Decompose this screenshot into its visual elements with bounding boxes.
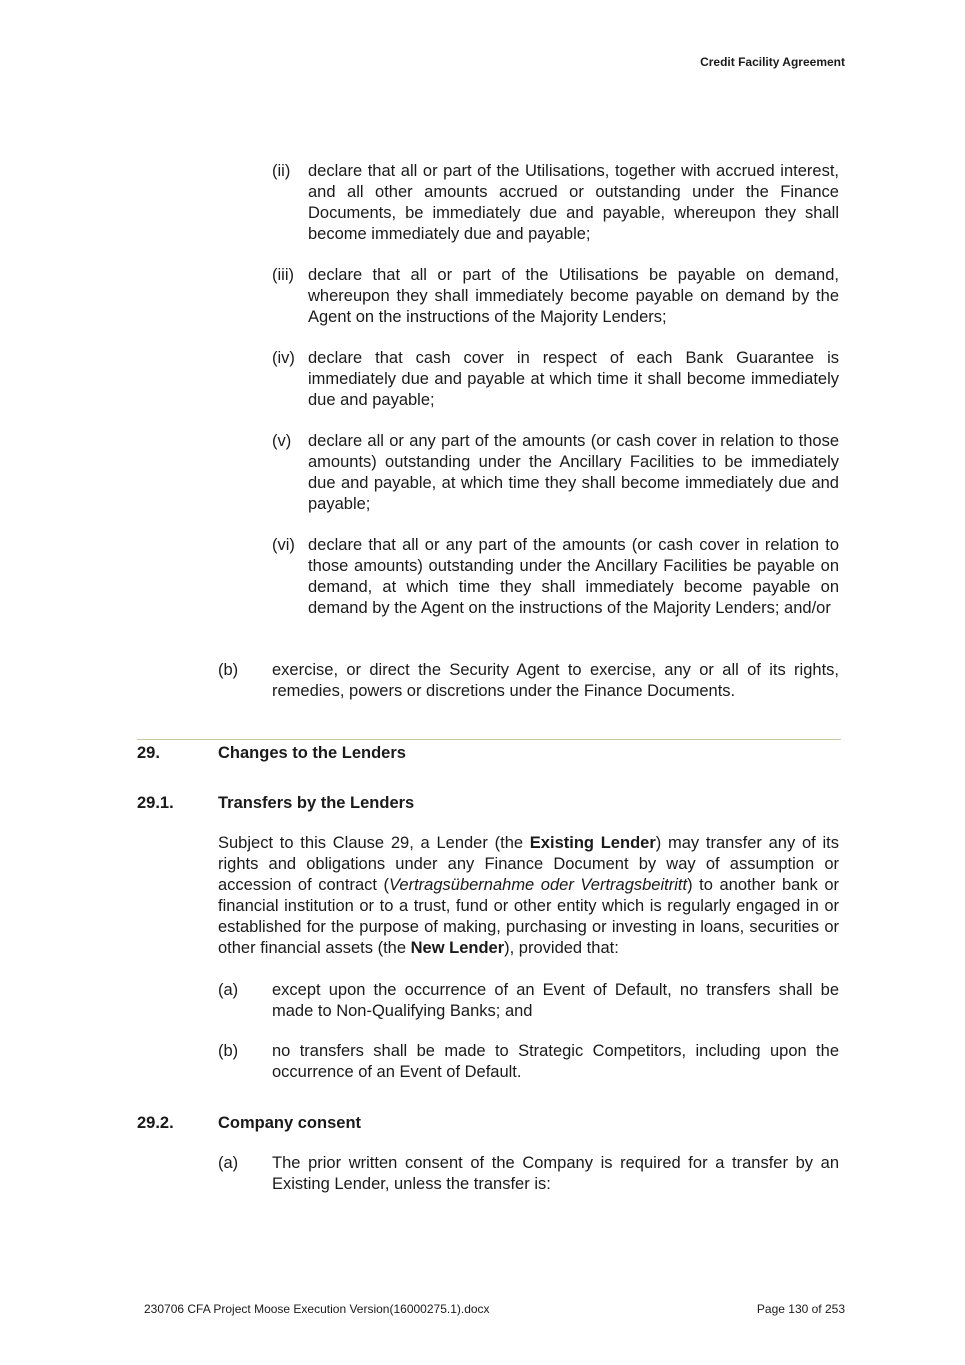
item-label: (b)	[218, 661, 239, 679]
item-text: declare that all or part of the Utilisations, together with accrued interest, and all other amounts accrued or outstanding under the Finance Documents, be immediately due and payable, whereupon they shall become immediately due and payable;	[308, 162, 839, 243]
item-label: (iii)	[272, 266, 294, 284]
german-term: Vertragsübernahme oder Vertragsbeitritt	[389, 876, 688, 894]
clause-text: ), provided that:	[504, 939, 619, 957]
defined-term: New Lender	[410, 939, 505, 957]
item-text: except upon the occurrence of an Event of Default, no transfers shall be made to Non-Qualifying Banks; and	[272, 981, 839, 1020]
item-text: declare all or any part of the amounts (or cash cover in relation to those amounts) outstanding under the Ancillary Facilities to be immediately due and payable, at which time they shall become immediately due and payable;	[308, 432, 839, 513]
item-label: (iv)	[272, 349, 295, 367]
page-number: Page 130 of 253	[756, 1302, 845, 1316]
section-title: Changes to the Lenders	[218, 744, 406, 762]
subsection-title: Transfers by the Lenders	[218, 794, 415, 812]
item-label: (a)	[218, 981, 239, 999]
defined-term: Existing Lender	[529, 834, 656, 852]
item-text: exercise, or direct the Security Agent to exercise, any or all of its rights, remedies, powers or discretions under the Finance Documents.	[272, 661, 839, 700]
item-label: (ii)	[272, 162, 291, 180]
subsection-number: 29.1.	[137, 794, 174, 812]
item-text: The prior written consent of the Company is required for a transfer by an Existing Lender, unless the transfer is:	[272, 1154, 839, 1193]
footer-filename: 230706 CFA Project Moose Execution Version(16000275.1).docx	[144, 1302, 490, 1316]
section-divider	[137, 739, 841, 740]
subsection-number: 29.2.	[137, 1114, 174, 1132]
item-label: (vi)	[272, 536, 295, 554]
item-label: (b)	[218, 1042, 239, 1060]
clause-text: Subject to this Clause 29, a Lender (the	[218, 834, 530, 852]
subsection-title: Company consent	[218, 1114, 362, 1132]
running-header: Credit Facility Agreement	[700, 55, 845, 69]
item-text: declare that cash cover in respect of each Bank Guarantee is immediately due and payable at which time it shall become immediately due and payable;	[308, 349, 839, 409]
item-text: declare that all or any part of the amounts (or cash cover in relation to those amounts) outstanding under the Ancillary Facilities be payable on demand, at which time they shall immediately become payable on demand by the Agent on the instructions of the Majority Lenders; and/or	[308, 536, 839, 617]
section-number: 29.	[137, 744, 160, 762]
item-text: declare that all or part of the Utilisations be payable on demand, whereupon they shall immediately become payable on demand by the Agent on the instructions of the Majority Lenders;	[308, 266, 839, 326]
clause-text: ) may transfer any of its rights and obligations under any Finance Document by way of assumption or accession of contract (	[218, 834, 839, 894]
item-label: (v)	[272, 432, 292, 450]
clause-paragraph	[218, 833, 839, 959]
item-label: (a)	[218, 1154, 239, 1172]
item-text: no transfers shall be made to Strategic Competitors, including upon the occurrence of an Event of Default.	[272, 1042, 839, 1081]
clause-text: ) to another bank or financial institution or to a trust, fund or other entity which is regularly engaged in or established for the purpose of making, purchasing or investing in loans, securities or other financial assets (the	[218, 876, 839, 957]
